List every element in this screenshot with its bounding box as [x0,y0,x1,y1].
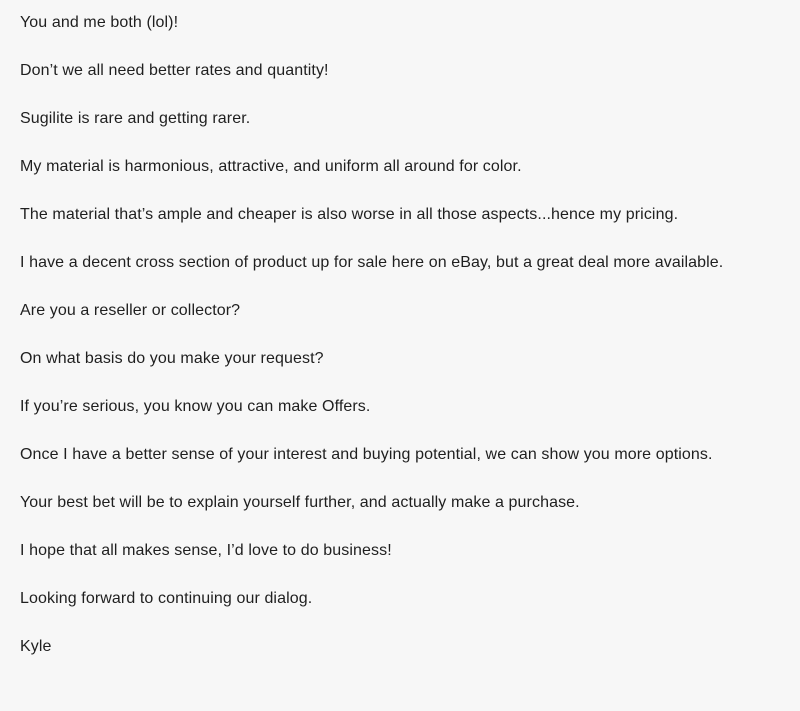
message-paragraph: I have a decent cross section of product up for sale here on eBay, but a great deal more available. [20,254,724,271]
message-paragraph: I hope that all makes sense, I’d love to do business! [20,542,392,559]
message-paragraph: My material is harmonious, attractive, and uniform all around for color. [20,158,522,175]
message-paragraph: On what basis do you make your request? [20,350,324,367]
message-paragraph: You and me both (lol)! [20,14,179,31]
message-paragraph: Looking forward to continuing our dialog. [20,590,313,607]
message-paragraph: The material that’s ample and cheaper is also worse in all those aspects...hence my pricing. [20,206,679,223]
message-paragraph: Don’t we all need better rates and quantity! [20,62,329,79]
message-paragraph: If you’re serious, you know you can make Offers. [20,398,371,415]
message-paragraph: Are you a reseller or collector? [20,302,241,319]
signature: Kyle [20,638,52,655]
message-paragraph: Your best bet will be to explain yourself further, and actually make a purchase. [20,494,580,511]
message-paragraph: Sugilite is rare and getting rarer. [20,110,251,127]
message-paragraph: Once I have a better sense of your interest and buying potential, we can show you more options. [20,446,713,463]
